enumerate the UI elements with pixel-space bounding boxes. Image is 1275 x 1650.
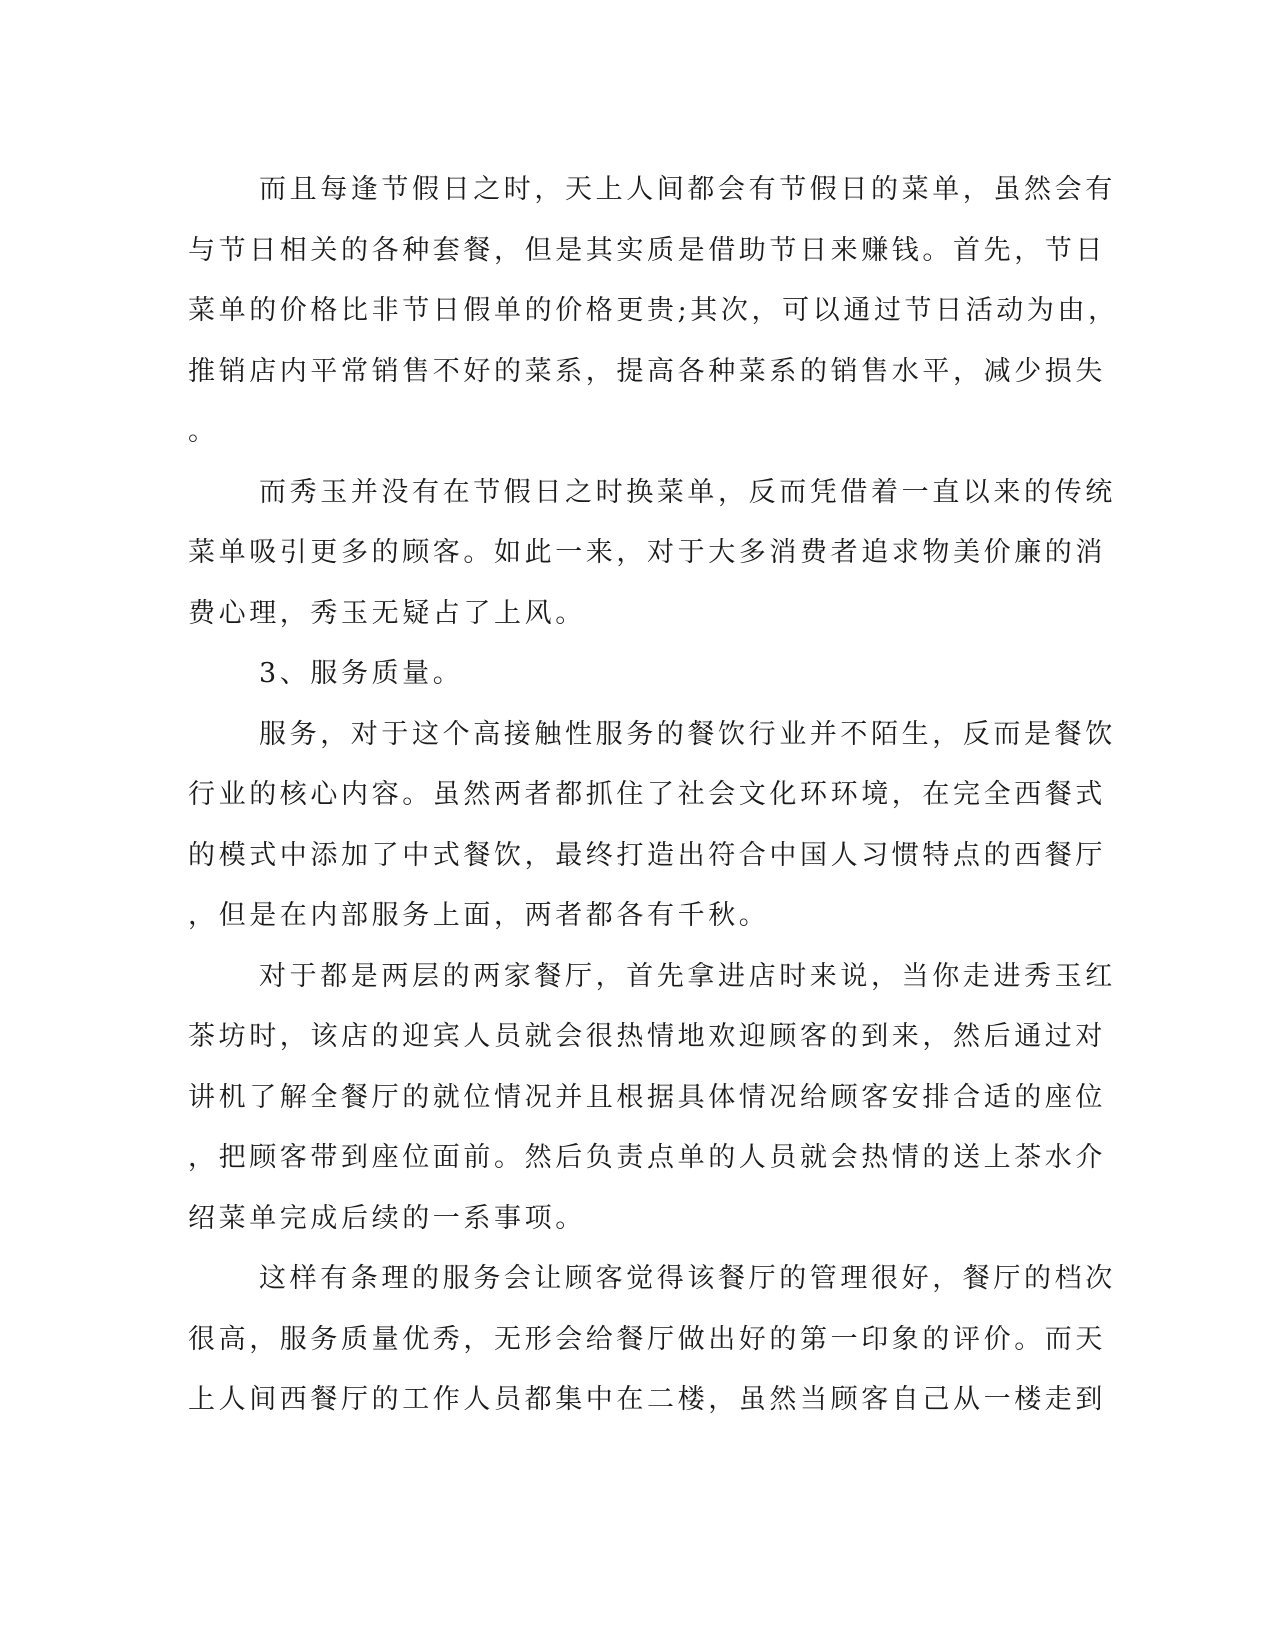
heading-service-quality: 3、服务质量。 xyxy=(259,658,464,689)
document-body xyxy=(188,160,1119,1431)
text-line: 上人间西餐厅的工作人员都集中在二楼，虽然当顾客自己从一楼走到 xyxy=(188,1384,1106,1415)
text-line: 菜单吸引更多的顾客。如此一来，对于大多消费者追求物美价廉的消 xyxy=(188,537,1106,568)
text-line: 这样有条理的服务会让顾客觉得该餐厅的管理很好，餐厅的档次 xyxy=(259,1263,1116,1294)
text-line: 茶坊时，该店的迎宾人员就会很热情地欢迎顾客的到来，然后通过对 xyxy=(188,1021,1106,1052)
text-line: 费心理，秀玉无疑占了上风。 xyxy=(188,597,586,629)
text-line: 行业的核心内容。虽然两者都抓住了社会文化环环境，在完全西餐式 xyxy=(188,779,1106,810)
text-line: 绍菜单完成后续的一系事项。 xyxy=(188,1202,586,1234)
paragraph-service-intro xyxy=(188,705,1116,947)
text-line: 讲机了解全餐厅的就位情况并且根据具体情况给顾客安排合适的座位 xyxy=(188,1081,1106,1113)
text-line: 。 xyxy=(188,416,219,447)
paragraph-xiuyu-menu xyxy=(188,463,1116,645)
text-line: 与节日相关的各种套餐，但是其实质是借助节日来赚钱。首先，节日 xyxy=(188,234,1106,266)
text-line: ，把顾客带到座位面前。然后负责点单的人员就会热情的送上茶水介 xyxy=(188,1142,1106,1173)
paragraph-holiday-menu xyxy=(188,160,1119,463)
text-line: 对于都是两层的两家餐厅，首先拿进店时来说，当你走进秀玉红 xyxy=(259,960,1116,992)
text-line: 推销店内平常销售不好的菜系，提高各种菜系的销售水平，减少损失 xyxy=(188,355,1106,387)
paragraph-xiuyu-service xyxy=(188,947,1116,1250)
text-line: 的模式中添加了中式餐饮，最终打造出符合中国人习惯特点的西餐厅 xyxy=(188,839,1106,871)
text-line: ，但是在内部服务上面，两者都各有千秋。 xyxy=(188,900,770,931)
text-line: 菜单的价格比非节日假单的价格更贵;其次，可以通过节日活动为由， xyxy=(188,295,1119,326)
text-line: 而秀玉并没有在节假日之时换菜单，反而凭借着一直以来的传统 xyxy=(259,476,1116,508)
paragraph-service-impression xyxy=(188,1249,1116,1431)
section-heading xyxy=(188,644,1068,705)
text-line: 很高，服务质量优秀，无形会给餐厅做出好的第一印象的评价。而天 xyxy=(188,1323,1106,1355)
text-line: 服务，对于这个高接触性服务的餐饮行业并不陌生，反而是餐饮 xyxy=(259,718,1116,750)
text-line: 而且每逢节假日之时，天上人间都会有节假日的菜单，虽然会有 xyxy=(259,174,1116,205)
